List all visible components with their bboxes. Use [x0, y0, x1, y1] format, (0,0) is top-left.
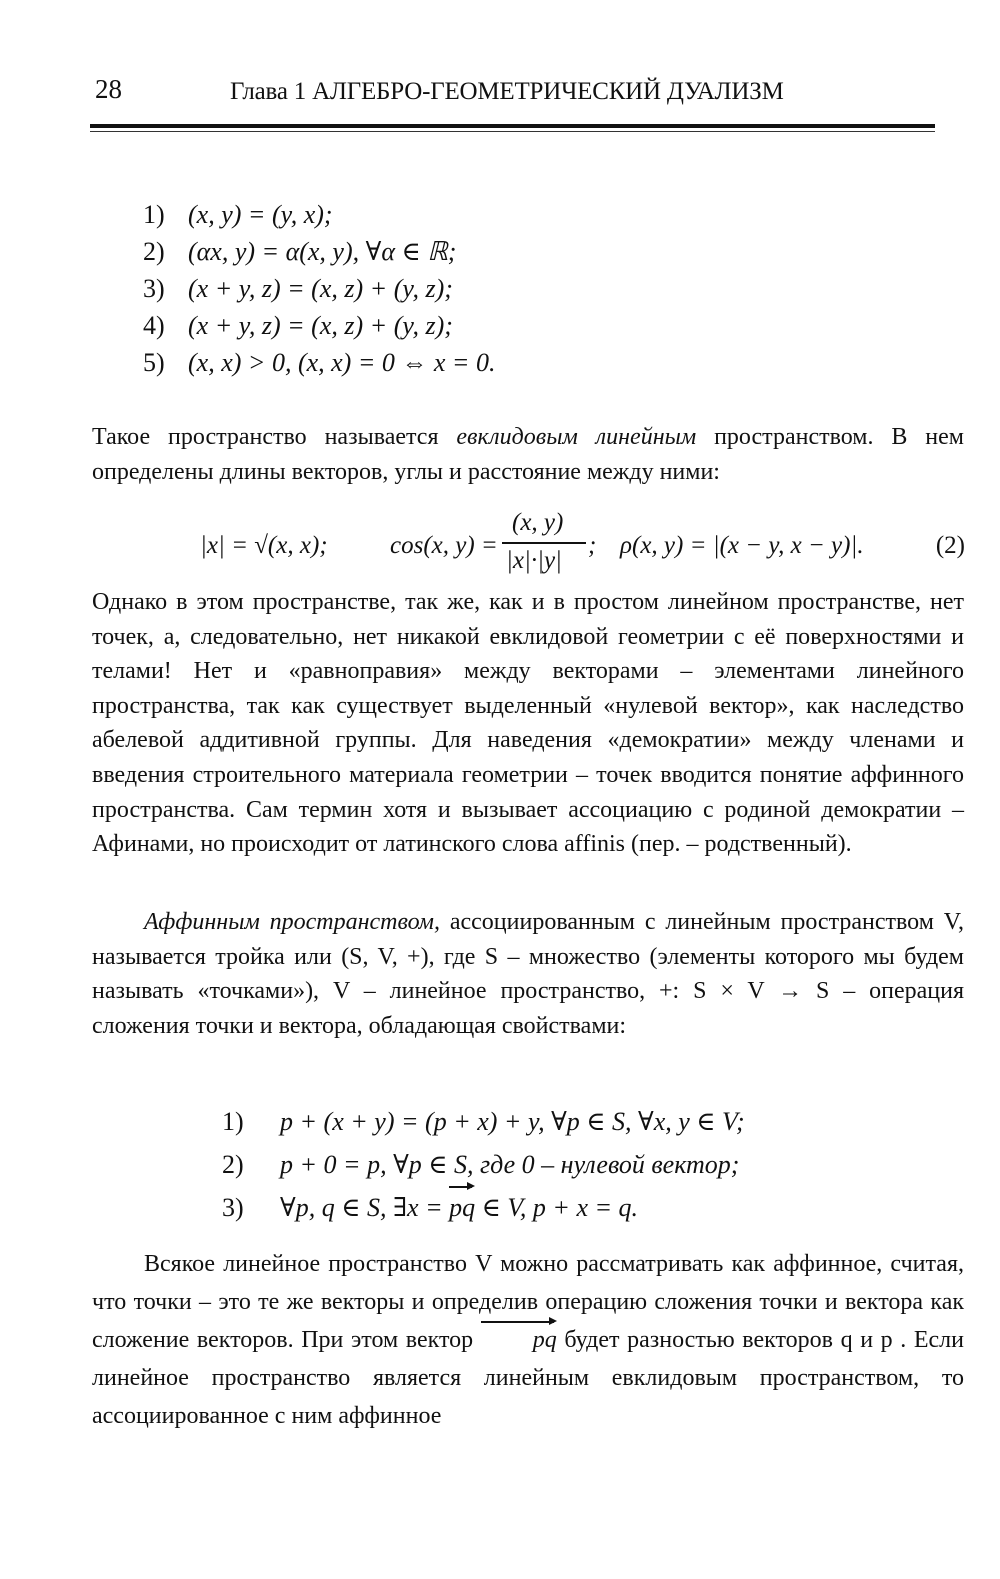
cos-denominator: |x|·|y| [506, 547, 562, 574]
paragraph-euclidean [92, 420, 964, 489]
formula-part: ∈ V, p + x = q. [475, 1193, 639, 1222]
axiom-formula: (αx, y) = α(x, y), ∀α ∈ ℝ; [188, 237, 457, 266]
text-run: Всякое линейное пространство V можно рассматривать как аффинное, считая, что точки – это те же векторы и определив операцию сложения точки и вектора как сложение векторов. При этом вектор [92, 1251, 964, 1353]
paragraph-linear-as-affine [92, 1245, 964, 1435]
text-run: ассоциированным с линейным пространством V, называется тройка или (S, V, +), где S – множество (элементы которого мы будем называть «точками»), V – линейное пространство, +: S × V → S – операция сложения точки и вектора, обладающая свойствами: [92, 909, 964, 1039]
axiom-formula: (x + y, z) = (x, z) + (y, z); [188, 311, 453, 340]
cos-numerator: (x, y) [512, 509, 564, 536]
defined-term: Аффинным пространством, [144, 909, 440, 935]
norm-formula: |x| = √(x, x); [200, 532, 328, 559]
axiom-formula: (x + y, z) = (x, z) + (y, z); [188, 274, 453, 303]
equation-2 [200, 505, 965, 585]
axiom-item [143, 196, 495, 233]
text-run: пространством. В нем определены длины векторов, углы и расстояние между ними: [92, 424, 964, 485]
running-title: Глава 1 АЛГЕБРО-ГЕОМЕТРИЧЕСКИЙ ДУАЛИЗМ [230, 78, 784, 105]
page-header [95, 70, 935, 110]
inner-product-axioms [143, 196, 495, 381]
vector-pq: pq [481, 1321, 557, 1359]
axiom-item [222, 1100, 745, 1143]
distance-formula: ρ(x, y) = |(x − y, x − y)|. [620, 532, 864, 559]
axiom-item [143, 307, 495, 344]
defined-term: евклидовым линейным [456, 424, 697, 450]
axiom-formula: p + 0 = p, ∀p ∈ S, где 0 – нулевой вектор; [280, 1150, 740, 1179]
affine-axioms [222, 1100, 745, 1229]
vector-pq: pq [449, 1186, 475, 1229]
axiom-number: 1) [222, 1107, 244, 1136]
header-rule-thick [90, 124, 935, 128]
text-run: будет разностью векторов q и p . Если линейное пространство является линейным евклидовым пространством, то ассоциированное с ним аффинное [92, 1327, 964, 1429]
page-number: 28 [95, 74, 122, 104]
axiom-item [222, 1143, 745, 1186]
axiom-number: 2) [222, 1150, 244, 1179]
equation-label: (2) [935, 532, 965, 559]
axiom-number: 4) [143, 311, 165, 340]
axiom-item [143, 233, 495, 270]
axiom-number: 3) [143, 274, 165, 303]
axiom-number: 3) [222, 1193, 244, 1222]
axiom-number: 5) [143, 348, 165, 377]
paragraph-text: Однако в этом пространстве, так же, как и в простом линейном пространстве, нет точек, а, следовательно, нет никакой евклидовой геометрии с её поверхностями и телами! Нет и «равноправия» между векторами – элементами линейного пространства, так как существует выделенный «нулевой вектор», как наследство абелевой аддитивной группы. Для наведения «демократии» между членами и введения строительного материала геометрии – точек вводится понятие аффинного пространства. Сам термин хотя и вызывает ассоциацию с родиной демократии – Афинами, но происходит от латинского слова affinis (пер. – родственный). [92, 589, 964, 858]
header-rule-thin [90, 131, 935, 132]
formula-part: ∀p, q ∈ S, ∃x = [280, 1193, 450, 1222]
axiom-item [143, 270, 495, 307]
axiom-number: 2) [143, 237, 165, 266]
axiom-item [222, 1186, 745, 1229]
paragraph-affine-definition [92, 905, 964, 1043]
fraction-bar [502, 542, 586, 544]
paragraph-affine-intro [92, 585, 964, 862]
axiom-formula: (x, y) = (y, x); [188, 200, 333, 229]
axiom-number: 1) [143, 200, 165, 229]
axiom-formula: (x, x) > 0, (x, x) = 0 ⇔ x = 0. [188, 348, 496, 377]
axiom-formula [280, 1186, 638, 1229]
text-run: Такое пространство называется [92, 424, 457, 450]
cos-lhs: cos(x, y) = [390, 532, 498, 559]
axiom-formula: p + (x + y) = (p + x) + y, ∀p ∈ S, ∀x, y ∈ V; [280, 1107, 745, 1136]
axiom-item [143, 344, 495, 381]
cos-end: ; [588, 532, 597, 559]
